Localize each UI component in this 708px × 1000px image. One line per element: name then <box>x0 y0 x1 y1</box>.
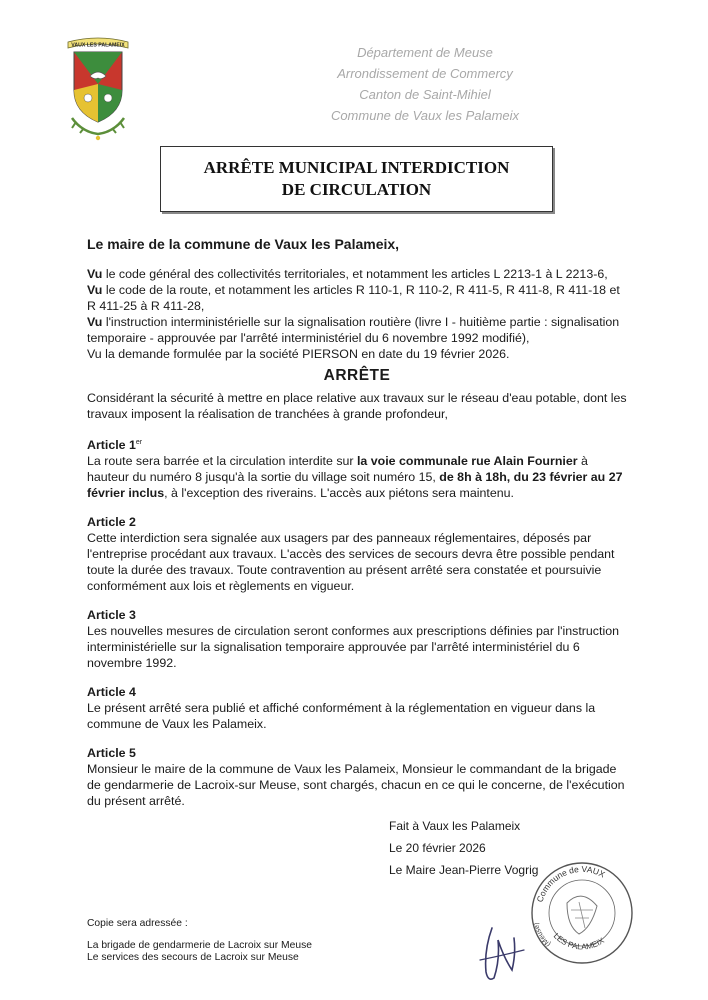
article-2-text: Cette interdiction sera signalée aux usagers par des panneaux réglementaires, déposés par l'entreprise procédant aux travaux. L'accès des services de secours devra être possible pendant toute la durée des travaux. Toute contravention au présent arrêté sera constatée et poursuivie conformément aux lois et règlements en vigueur. <box>87 531 615 594</box>
commune-line: Commune de Vaux les Palameix <box>330 108 520 123</box>
stamp-left-text: (Meuse) <box>532 921 553 948</box>
article-4-text: Le présent arrêté sera publié et affiché conformément à la réglementation en vigueur dans la commune de Vaux les Palameix. <box>87 701 596 732</box>
department-line: Département de Meuse <box>357 45 493 60</box>
signature-block <box>389 815 538 881</box>
copies-header: Copie sera adressée : <box>87 918 188 929</box>
title-line-2: DE CIRCULATION <box>281 180 432 199</box>
vu-label: Vu <box>87 315 103 329</box>
vu-clause-4: Vu la demande formulée par la société PIERSON en date du 19 février 2026. <box>87 347 510 361</box>
article-5-text: Monsieur le maire de la commune de Vaux les Palameix, Monsieur le commandant de la brigade de gendarmerie de Lacroix-sur Meuse, sont chargés, chacun en ce qui le concerne, de l'exécution du présent arrêté. <box>87 762 625 809</box>
vu-label: Vu <box>87 283 103 297</box>
signature-date: Le 20 février 2026 <box>389 841 486 855</box>
arrondissement-line: Arrondissement de Commercy <box>337 66 513 81</box>
article-4-title: Article 4 <box>87 685 136 700</box>
official-stamp <box>527 858 637 968</box>
signature-mayor: Le Maire Jean-Pierre Vogrig <box>389 863 539 877</box>
article-1-text: La route sera barrée et la circulation interdite sur la voie communale rue Alain Fournier à hauteur du numéro 8 jusqu'à la sortie du village soit numéro 15, de 8h à 18h, du 23 février au 27 février inclus, à l'exception des riverains. L'accès aux piétons sera maintenu. <box>87 454 623 501</box>
stamp-bottom-text: LES PALAMEIX <box>551 931 606 952</box>
article-3-title: Article 3 <box>87 608 136 623</box>
administrative-header <box>300 42 550 126</box>
mayor-signature <box>470 920 540 990</box>
commune-coat-of-arms <box>62 34 134 142</box>
stamp-top-text: Commune de VAUX <box>534 863 607 904</box>
signature-place: Fait à Vaux les Palameix <box>389 819 521 833</box>
vu-label: Vu <box>87 267 103 281</box>
vu-clause-3: Vu l'instruction interministérielle sur la signalisation routière (livre I - huitième partie : signalisation temporaire - approuvée par l'arrêté interministériel du 6 novembre 1992 modifié), <box>87 315 620 345</box>
vu-clause-2: Vu le code de la route, et notamment les articles R 110-1, R 110-2, R 411-5, R 411-8, R 411-18 et R 411-25 à R 411-28, <box>87 283 620 313</box>
article-3-text: Les nouvelles mesures de circulation seront conformes aux prescriptions définies par l'instruction interministérielle sur la signalisation temporaire approuvée par l'arrêté interministériel du 6 novembre 1992. <box>87 624 619 671</box>
copy-recipient-2: Le services des secours de Lacroix sur Meuse <box>87 952 299 963</box>
article-5-title: Article 5 <box>87 746 136 761</box>
document-title <box>160 146 553 212</box>
document-body <box>87 236 627 809</box>
canton-line: Canton de Saint-Mihiel <box>359 87 491 102</box>
article-2-title: Article 2 <box>87 515 136 530</box>
mayor-heading: Le maire de la commune de Vaux les Palameix, <box>87 236 400 252</box>
copy-recipient-1: La brigade de gendarmerie de Lacroix sur Meuse <box>87 940 312 951</box>
vu-clause-1: Vu le code général des collectivités territoriales, et notamment les articles L 2213-1 à L 2213-6, <box>87 267 608 281</box>
copies-block <box>87 918 312 964</box>
article-1-title: Article 1er <box>87 438 143 453</box>
crest-banner: VAUX LES PALAMEIX <box>71 42 125 49</box>
title-line-1: ARRÊTE MUNICIPAL INTERDICTION <box>203 158 510 177</box>
arrete-heading: ARRÊTE <box>323 367 391 384</box>
considerant-paragraph: Considérant la sécurité à mettre en place relative aux travaux sur le réseau d'eau potable, dont les travaux imposent la réalisation de tranchées à grande profondeur, <box>87 391 627 421</box>
